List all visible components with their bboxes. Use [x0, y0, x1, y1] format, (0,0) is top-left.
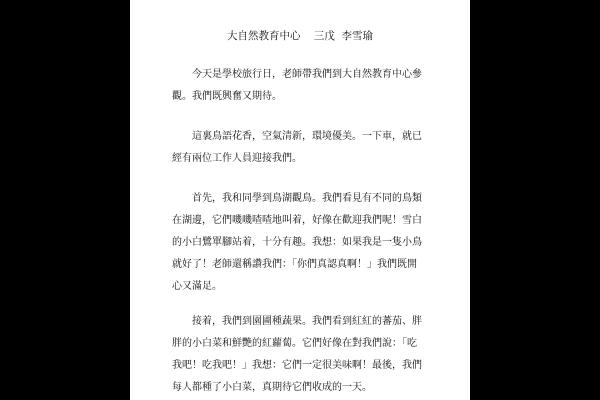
- text-line: 首先，我和同學到鳥湖觀鳥。我們看見有不同的鳥類: [192, 193, 422, 204]
- text-line: 在湖邊，它們嘰嘰喳喳地叫着，好像在歡迎我們呢！雪白: [172, 215, 422, 226]
- paragraph-arrival: [172, 126, 428, 170]
- paragraph-intro: [172, 64, 428, 108]
- text-line: 這裏鳥語花香，空氣清新，環境優美。一下車，就已: [192, 131, 422, 142]
- text-line: 心又滿足。: [172, 281, 222, 292]
- text-line: 接着，我們到園圃種蔬果。我們看到紅紅的蕃茄、胖: [192, 316, 422, 327]
- text-line: 胖的小白菜和鮮艷的紅蘿蔔。它們好像在對我們說：「吃: [172, 338, 417, 349]
- paragraph-gardening: [172, 311, 428, 399]
- essay-title: 大自然教育中心 三戊 李雪瑜: [226, 30, 374, 42]
- text-line: 今天是學校旅行日，老師帶我們到大自然教育中心參: [192, 69, 422, 80]
- document-page[interactable]: [130, 0, 470, 400]
- text-line: 的小白鷺單腳站着，十分有趣。我想：如果我是一隻小鳥: [172, 237, 422, 248]
- text-line: 我吧！吃我吧！」我想：它們一定很美味啊！最後，我們: [172, 360, 422, 371]
- text-line: 就好了！老師還稱讚我們：「你們真認真啊！」我們既開: [172, 259, 417, 270]
- text-line: 每人都種了小白菜，真期待它們收成的一天。: [172, 382, 372, 393]
- paragraph-bird-watching: [172, 188, 428, 298]
- text-line: 經有兩位工作人員迎接我們。: [172, 153, 302, 164]
- text-line: 觀。我們既興奮又期待。: [172, 91, 282, 102]
